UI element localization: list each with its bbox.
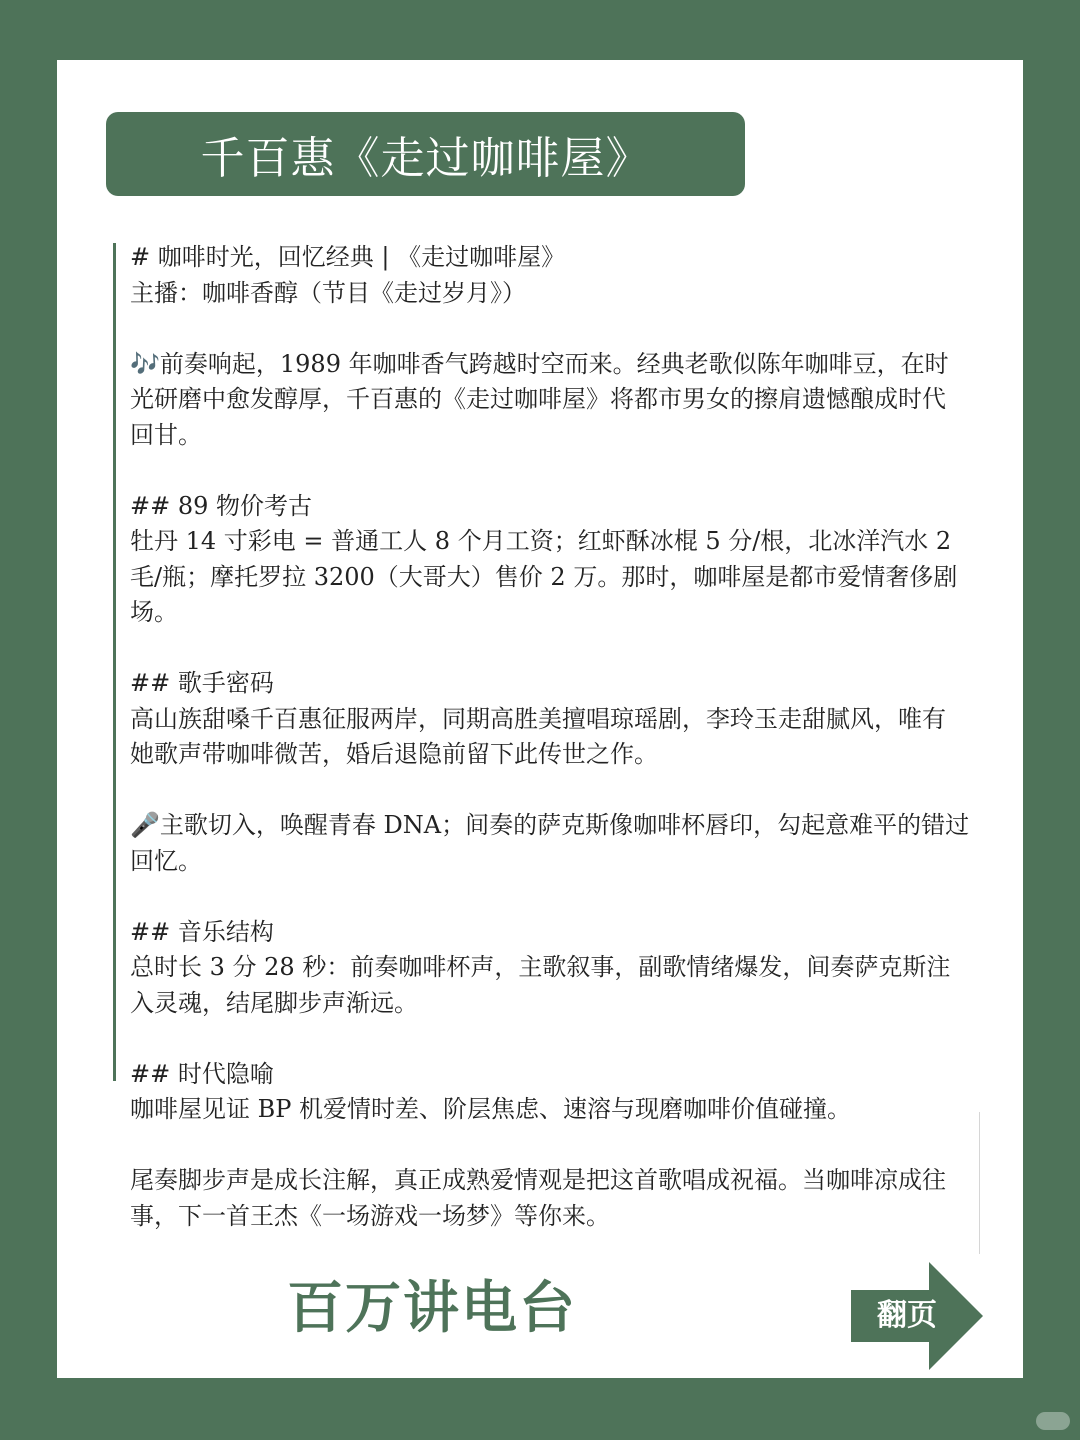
page-title: 千百惠《走过咖啡屋》 — [200, 133, 651, 184]
prices-line: 牡丹 14 寸彩电 = 普通工人 8 个月工资；红虾酥冰棍 5 分/根，北冰洋汽水 2 — [130, 527, 952, 555]
prelude-line: 🎶前奏响起，1989 年咖啡香气跨越时空而来。经典老歌似陈年咖啡豆，在时 — [130, 349, 949, 378]
verse-line: 回忆。 — [130, 846, 202, 875]
outro-line: 事，下一首王杰《一场游戏一场梦》等你来。 — [130, 1201, 610, 1230]
verse-line: 🎤主歌切入，唤醒青春 DNA；间奏的萨克斯像咖啡杯唇印，勾起意难平的错过 — [130, 811, 970, 839]
prelude-line: 回甘。 — [130, 420, 202, 449]
metaphor-line: 咖啡屋见证 BP 机爱情时差、阶层焦虑、速溶与现磨咖啡价值碰撞。 — [130, 1095, 852, 1123]
title-banner — [106, 112, 745, 196]
prelude-line: 光研磨中愈发醇厚，千百惠的《走过咖啡屋》将都市男女的擦肩遗憾酿成时代 — [130, 385, 946, 413]
next-page-button[interactable] — [851, 1262, 983, 1370]
left-accent-rule — [113, 243, 116, 1081]
outro-line: 尾奏脚步声是成长注解，真正成熟爱情观是把这首歌唱成祝福。当咖啡凉成往 — [130, 1166, 946, 1194]
singer-line: 高山族甜嗓千百惠征服两岸，同期高胜美擅唱琼瑶剧，李玲玉走甜腻风，唯有 — [130, 704, 946, 733]
host-line: 主播：咖啡香醇（节目《走过岁月》） — [130, 278, 526, 307]
section-heading-prices: ## 89 物价考古 — [130, 491, 313, 520]
article-body — [130, 240, 1010, 1234]
hashtag-line: # 咖啡时光，回忆经典 | 《走过咖啡屋》 — [130, 243, 566, 271]
singer-line: 她歌声带咖啡微苦，婚后退隐前留下此传世之作。 — [130, 740, 658, 768]
structure-line: 总时长 3 分 28 秒：前奏咖啡杯声，主歌叙事，副歌情绪爆发，间奏萨克斯注 — [130, 953, 951, 981]
prices-line: 场。 — [130, 598, 178, 626]
structure-line: 入灵魂，结尾脚步声渐远。 — [130, 988, 418, 1017]
section-heading-singer: ## 歌手密码 — [130, 669, 274, 697]
prices-line: 毛/瓶；摩托罗拉 3200（大哥大）售价 2 万。那时，咖啡屋是都市爱情奢侈剧 — [130, 562, 958, 591]
section-heading-structure: ## 音乐结构 — [130, 917, 274, 946]
next-page-label: 翻页 — [877, 1298, 937, 1333]
watermark-badge — [1036, 1412, 1070, 1430]
music-notes-icon: 🎶 — [130, 349, 160, 378]
brand-name: 百万讲电台 — [287, 1276, 577, 1341]
section-heading-metaphor: ## 时代隐喻 — [130, 1059, 274, 1088]
microphone-icon: 🎤 — [130, 811, 160, 839]
